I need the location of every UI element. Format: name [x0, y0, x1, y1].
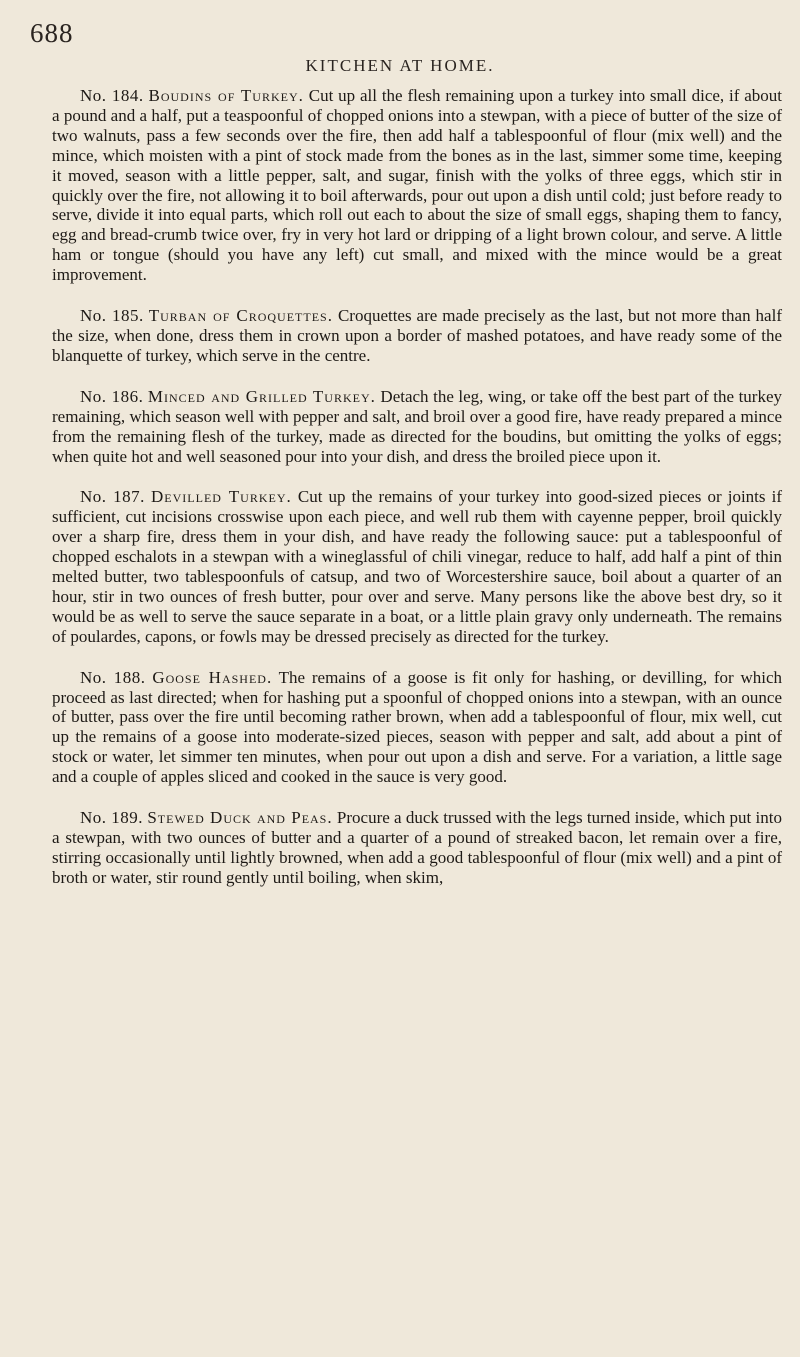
recipe-number: No. 187.	[80, 487, 145, 507]
recipe-187	[52, 487, 782, 646]
recipe-text: The remains of a goose is fit only for hashing, or devilling, for which proceed as last directed; when for hashing put a spoonful of chopped onions into a stewpan, with an ounce of butter, pass over the fire until becoming rather brown, when add a tablespoonful of flour, mix well, cut up the remains of a goose into moderate-sized pieces, season with pepper and salt, add about a pint of stock or water, let simmer ten minutes, when pour out upon a dish and serve. For a variation, a little sage and a couple of apples sliced and cooked in the sauce is very good.	[52, 667, 782, 787]
recipe-text: Procure a duck trussed with the legs turned inside, which put into a stewpan, with two ounces of butter and a quarter of a pound of streaked bacon, let remain over a fire, stirring occasionally until lightly browned, when add a good tablespoonful of flour (mix well) and a pint of broth or water, stir round gently until boiling, when skim,	[52, 808, 782, 887]
recipe-list	[52, 86, 782, 909]
recipe-186	[52, 387, 782, 467]
recipe-189	[52, 808, 782, 888]
recipe-184	[52, 86, 782, 285]
recipe-number: No. 189.	[80, 808, 144, 828]
recipe-title: Minced and Grilled Turkey.	[147, 386, 376, 406]
recipe-text: Detach the leg, wing, or take off the best part of the turkey remaining, which season well with pepper and salt, and broil over a good fire, have ready prepared a mince from the remaining flesh of the turkey, made as directed for the boudins, but omitting the yolks of eggs; when quite hot and well seasoned pour into your dish, and dress the broiled piece upon it.	[52, 386, 783, 466]
recipe-text: Cut up the remains of your turkey into good-sized pieces or joints if sufficient, cut incisions crosswise upon each piece, and well rub them with cayenne pepper, broil quickly over a sharp fire, dress them in your dish, and have ready the following sauce: put a tablespoonful of chopped eschalots in a stewpan with a wineglassful of chili vinegar, reduce to half, add half a pint of thin melted butter, two tablespoonfuls of catsup, and two of Worcestershire sauce, boil about a quarter of an hour, stir in two ounces of fresh butter, pour over and serve. Many persons like the above best dry, so it would be as well to serve the sauce separate in a boat, or a little plain gravy only underneath. The remains of poulardes, capons, or fowls may be dressed precisely as directed for the turkey.	[52, 487, 783, 646]
recipe-title: Turban of Croquettes.	[148, 306, 333, 326]
recipe-number: No. 184.	[80, 86, 144, 105]
recipe-text: Cut up all the flesh remaining upon a turkey into small dice, if about a pound and a half, put a teaspoonful of chopped onions into a stewpan, with a piece of butter of the size of two walnuts, pass a few seconds over the fire, then add half a tablespoonful of flour (mix well) and the mince, which moisten with a pint of stock made from the bones as in the last, simmer some time, keeping it moved, season with a little pepper, salt, and sugar, finish with the yolks of three eggs, which stir in quickly over the fire, not allowing it to boil afterwards, pour out upon a dish until cold; just before ready to serve, divide it into equal parts, which roll out each to about the size of small eggs, shaping them to fancy, egg and bread-crumb twice over, fry in very hot lard or dripping of a light brown colour, and serve. A little ham or tongue (should you have any left) cut small, and mixed with the mince would be a great improvement.	[52, 86, 783, 285]
recipe-text: Croquettes are made precisely as the last, but not more than half the size, when done, dress them in crown upon a border of mashed potatoes, and have ready some of the blanquette of turkey, which serve in the centre.	[52, 306, 782, 365]
recipe-185	[52, 306, 782, 366]
recipe-title: Boudins of Turkey.	[148, 86, 304, 105]
recipe-number: No. 188.	[80, 667, 146, 687]
running-head: KITCHEN AT HOME.	[305, 56, 495, 75]
recipe-number: No. 186.	[80, 386, 144, 406]
recipe-number: No. 185.	[80, 306, 144, 326]
recipe-188	[52, 668, 782, 787]
page-number: 688	[30, 18, 74, 48]
recipe-title: Devilled Turkey.	[151, 487, 292, 507]
recipe-title: Stewed Duck and Peas.	[147, 808, 333, 828]
recipe-title: Goose Hashed.	[152, 667, 273, 687]
